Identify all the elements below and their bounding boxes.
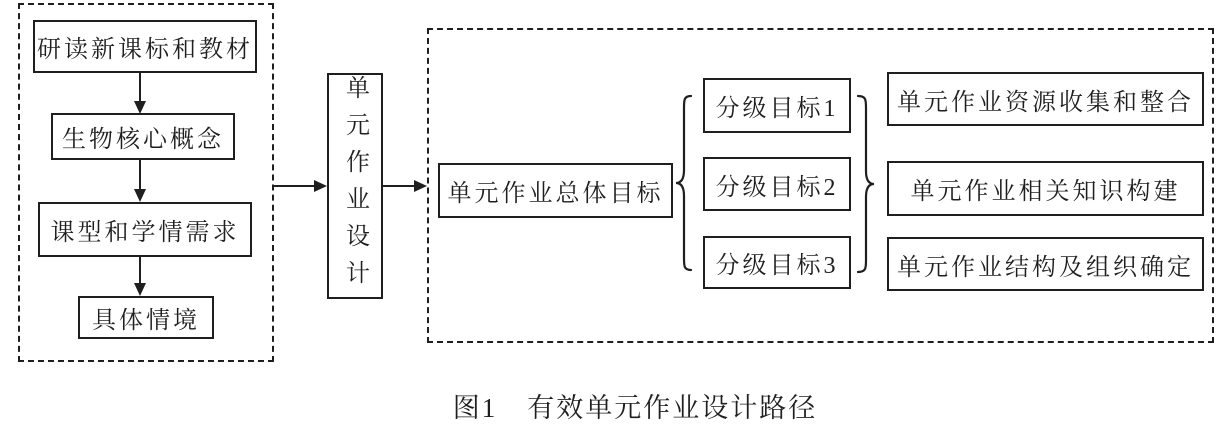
step-box-curriculum: 研读新课标和教材 (33, 20, 257, 73)
sub-goal-box-3: 分级目标3 (703, 236, 851, 289)
flow-arrow-right-icon (383, 178, 427, 194)
figure-caption (330, 386, 940, 424)
sub-goal-box-1: 分级目标1 (703, 78, 851, 133)
sub-goal-box-2: 分级目标2 (703, 157, 851, 211)
unit-homework-design-box (327, 73, 383, 299)
left-brace-icon (674, 94, 694, 272)
step-box-lesson-needs: 课型和学情需求 (38, 202, 252, 257)
flow-arrow-down-icon (132, 160, 148, 202)
unit-homework-design-label: 单元作业设计 (341, 75, 368, 297)
flow-arrow-down-icon (132, 257, 148, 296)
step-box-context: 具体情境 (78, 296, 214, 339)
caption-title: 有效单元作业设计路径 (527, 393, 818, 423)
task-box-knowledge: 单元作业相关知识构建 (887, 161, 1204, 216)
flow-arrow-right-icon (274, 178, 327, 194)
right-brace-icon (854, 94, 876, 274)
step-box-core-concepts: 生物核心概念 (51, 113, 235, 160)
caption-number: 图1 (452, 393, 498, 423)
task-box-resources: 单元作业资源收集和整合 (887, 72, 1204, 126)
flow-arrow-down-icon (132, 73, 148, 114)
task-box-structure: 单元作业结构及组织确定 (887, 237, 1204, 291)
overall-goal-box: 单元作业总体目标 (438, 163, 673, 218)
